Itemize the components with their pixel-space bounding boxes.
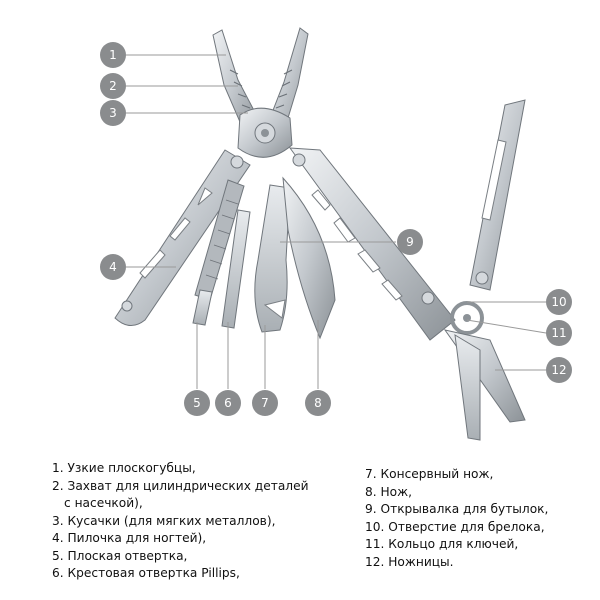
svg-text:7: 7 <box>261 396 269 410</box>
legend-left-column <box>52 460 309 583</box>
legend-item-9: 9. Открывалка для бутылок, <box>365 502 549 516</box>
legend-item-7: 7. Консервный нож, <box>365 467 494 481</box>
callout-6 <box>215 390 241 416</box>
callout-11 <box>546 320 572 346</box>
legend-item-5: 5. Плоская отвертка, <box>52 548 188 563</box>
legend-item-8: 8. Нож, <box>365 484 412 499</box>
svg-text:11: 11 <box>551 326 567 340</box>
svg-text:2: 2 <box>109 79 117 93</box>
svg-text:9: 9 <box>406 235 414 249</box>
svg-text:12: 12 <box>551 363 567 377</box>
legend-item-10: 10. Отверстие для брелока, <box>365 519 545 534</box>
scissors <box>445 100 525 440</box>
callout-3 <box>100 100 126 126</box>
callout-4 <box>100 254 126 280</box>
callout-1 <box>100 42 126 68</box>
legend-item-2: 2. Захват для цилиндрических деталей <box>52 478 309 493</box>
callout-5 <box>184 390 210 416</box>
callout-8 <box>305 390 331 416</box>
svg-text:5: 5 <box>193 396 201 410</box>
legend-item-3: 3. Кусачки (для мягких металлов), <box>52 513 276 528</box>
callout-2 <box>100 73 126 99</box>
svg-text:10: 10 <box>551 295 567 309</box>
plier-jaws <box>213 28 308 157</box>
callout-10 <box>546 289 572 315</box>
callout-9 <box>397 229 423 255</box>
can-opener <box>255 185 290 332</box>
svg-text:6: 6 <box>224 396 232 410</box>
legend-item-11: 11. Кольцо для ключей, <box>365 537 519 551</box>
legend-item-2-cont: с насечкой), <box>64 496 143 510</box>
legend-item-4: 4. Пилочка для ногтей), <box>52 531 207 545</box>
svg-text:1: 1 <box>109 48 117 62</box>
callout-12 <box>546 357 572 383</box>
legend-item-12: 12. Ножницы. <box>365 554 454 569</box>
key-ring <box>452 303 482 333</box>
svg-text:8: 8 <box>314 396 322 410</box>
legend-right-column <box>365 466 548 571</box>
svg-text:4: 4 <box>109 260 117 274</box>
svg-text:3: 3 <box>109 106 117 120</box>
legend-item-6: 6. Крестовая отвертка Pillips, <box>52 566 240 580</box>
callout-7 <box>252 390 278 416</box>
legend-item-1: 1. Узкие плоскогубцы, <box>52 461 196 475</box>
